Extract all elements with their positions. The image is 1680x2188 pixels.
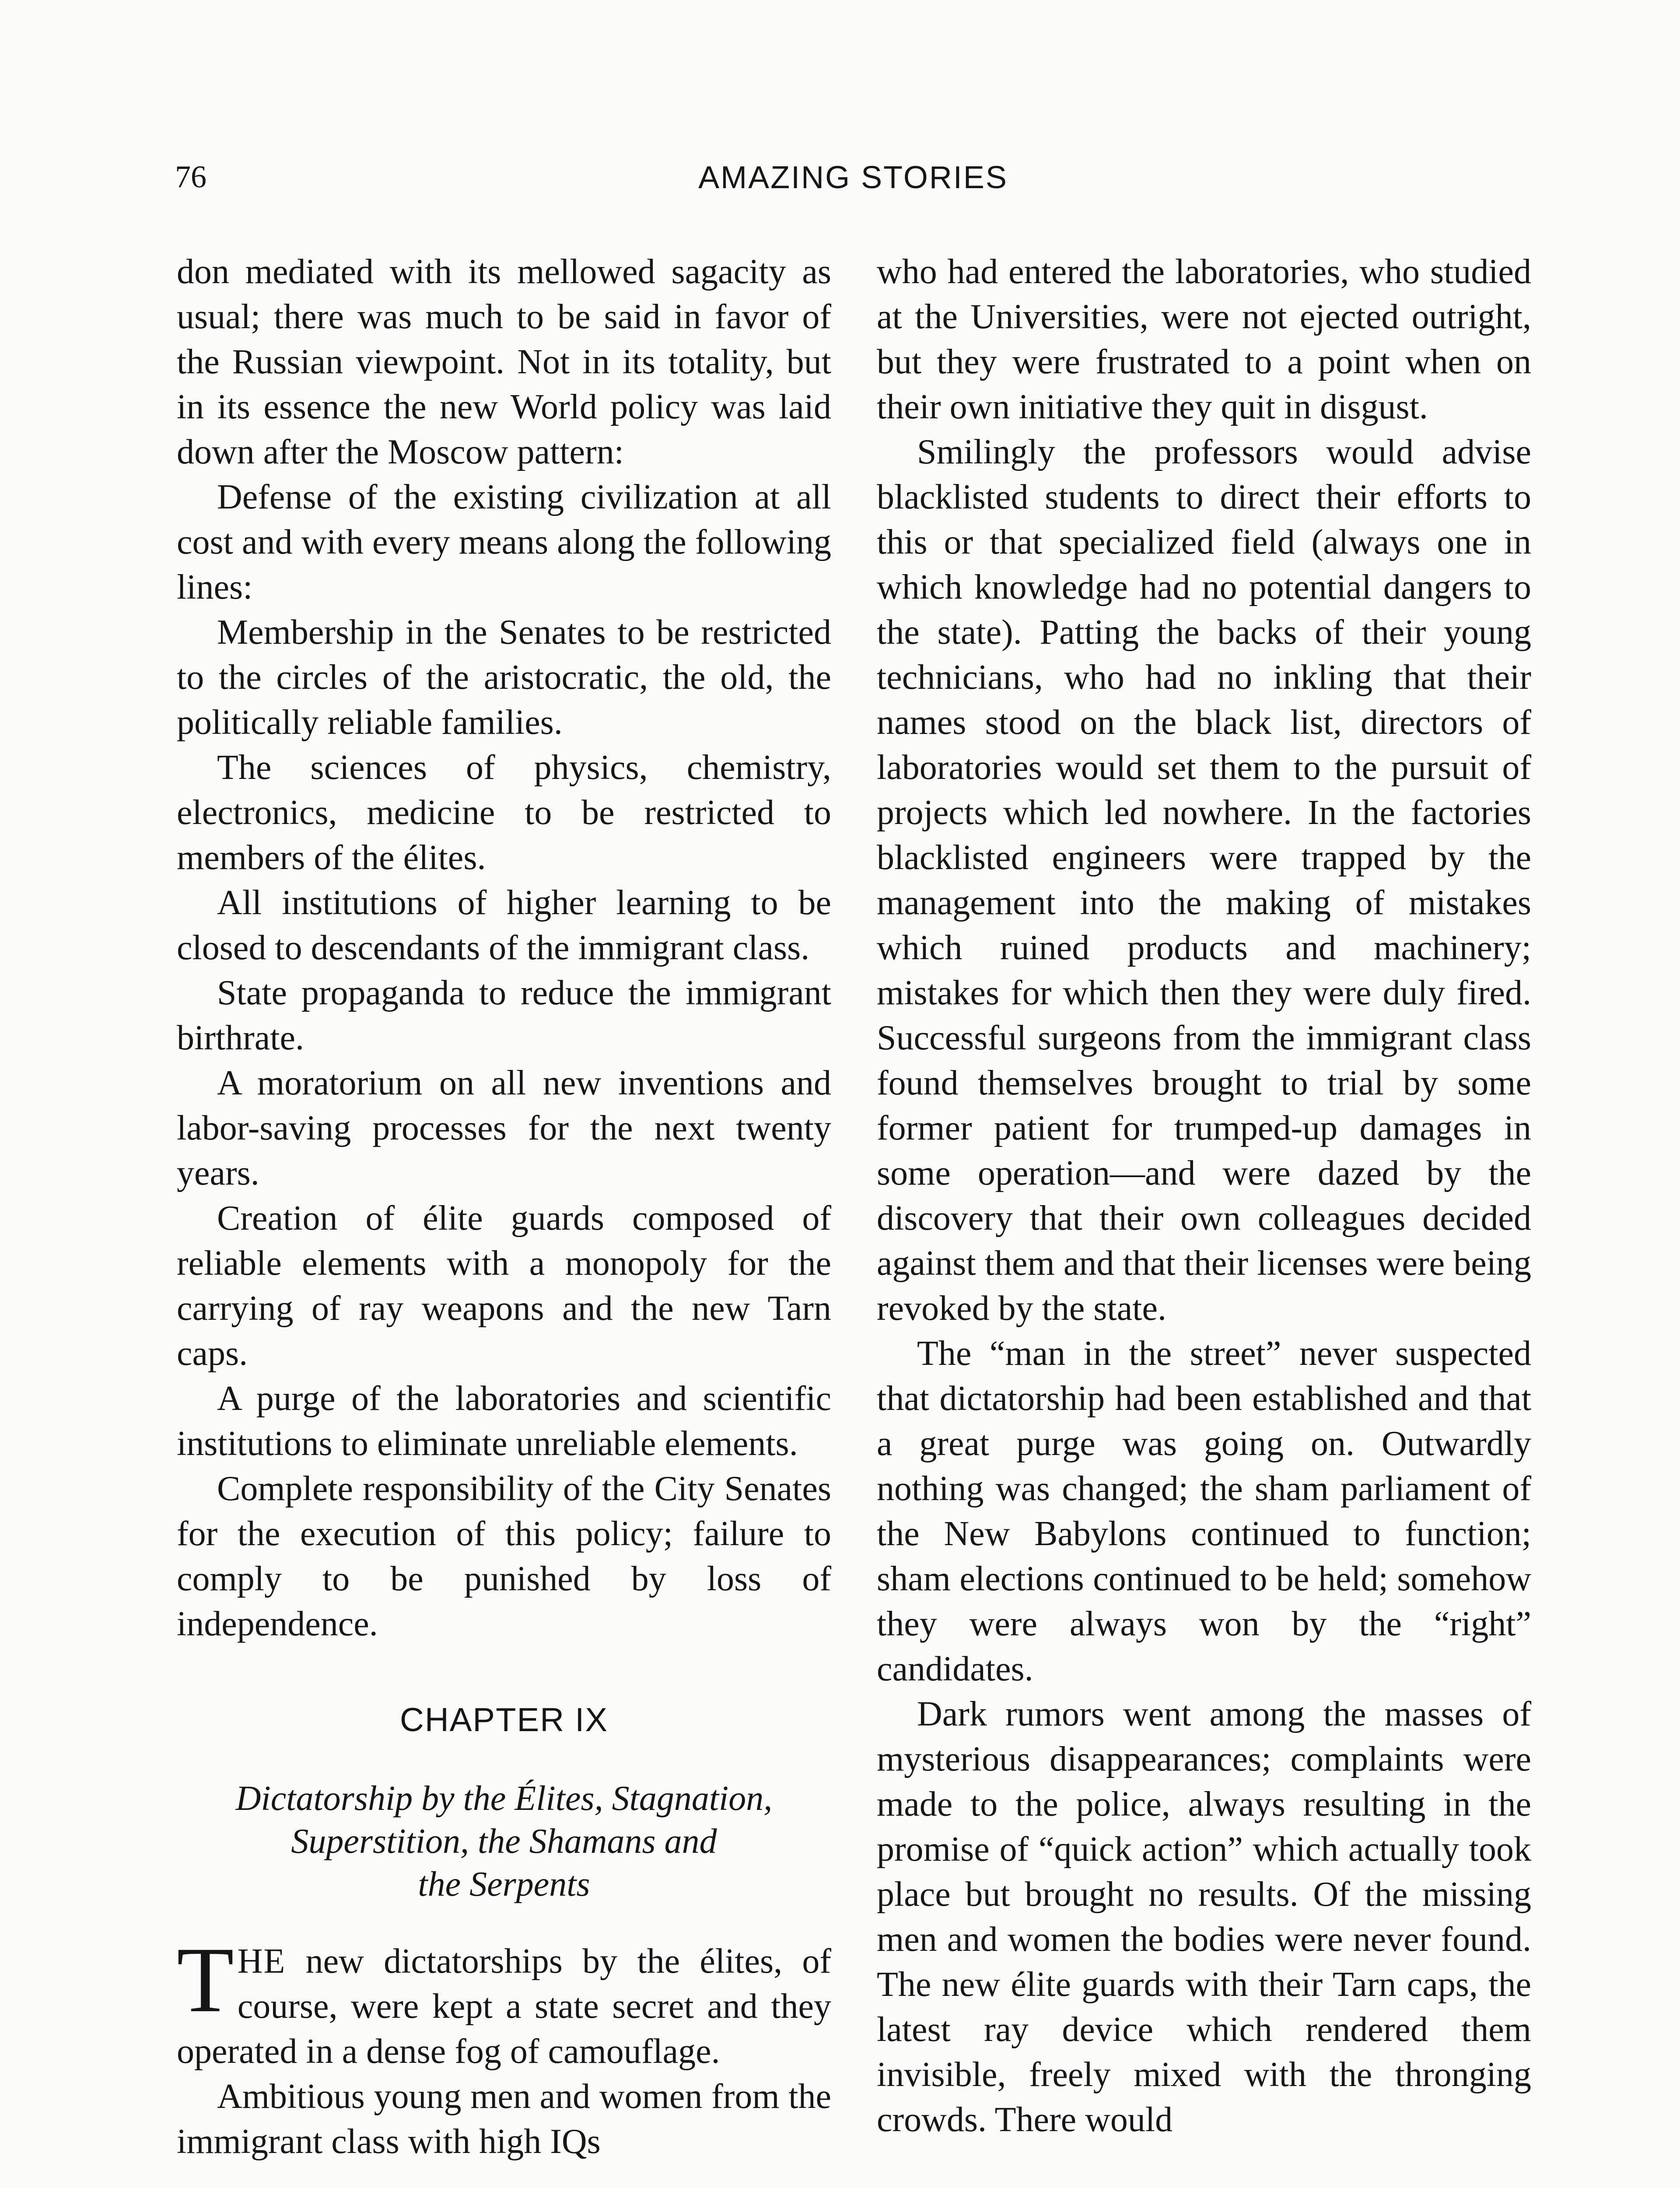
chapter-subtitle <box>177 1777 831 1906</box>
opening-text: new dictatorships by the élites, of course, were kept a state secret and they operated in a dense fog of camouflage. <box>177 1942 831 2071</box>
paragraph: who had entered the laboratories, who studied at the Universities, were not ejected outright, but they were frustrated to a point when on their own initiative they quit in disgust. <box>877 252 1531 426</box>
chapter-opening <box>177 1928 831 2164</box>
paragraph: Defense of the existing civilization at all cost and with every means along the following lines: <box>177 478 831 607</box>
paragraph: A purge of the laboratories and scientific institutions to eliminate unreliable elements. <box>177 1379 831 1463</box>
paragraph: A moratorium on all new inventions and labor-saving processes for the next twenty years. <box>177 1064 831 1192</box>
paragraph: don mediated with its mellowed sagacity as usual; there was much to be said in favor of the Russian viewpoint. Not in its totality, but in its essence the new World policy was laid down after the Moscow pattern: <box>177 252 831 471</box>
paragraph: The “man in the street” never suspected that dictatorship had been established and that a great purge was going on. Outwardly nothing was changed; the sham parliament of the New Babylons continued to function; sham elections continued to be held; somehow they were always won by the “right” candidates. <box>877 1334 1531 1688</box>
paragraph: Ambitious young men and women from the immigrant class with high IQs <box>177 2077 831 2161</box>
running-head: AMAZING STORIES <box>698 160 1008 195</box>
paragraph: The sciences of physics, chemistry, electronics, medicine to be restricted to members of the élites. <box>177 748 831 877</box>
opening-word-rest: HE <box>237 1942 286 1981</box>
paragraph: State propaganda to reduce the immigrant birthrate. <box>177 974 831 1057</box>
opening-paragraph <box>177 1928 831 2074</box>
paragraph: Complete responsibility of the City Senates for the execution of this policy; failure to comply to be punished by loss of independence. <box>177 1469 831 1643</box>
drop-cap: T <box>177 1928 234 2032</box>
paragraph: All institutions of higher learning to be closed to descendants of the immigrant class. <box>177 884 831 967</box>
chapter-subtitle-line: Dictatorship by the Élites, Stagnation, <box>235 1779 773 1818</box>
paragraph: Membership in the Senates to be restricted to the circles of the aristocratic, the old, the politically reliable families. <box>177 613 831 742</box>
page-number: 76 <box>175 159 206 194</box>
paragraph: Dark rumors went among the masses of mysterious disappearances; complaints were made to the police, always resulting in the promise of “quick action” which actually took place but brought no results. Of the missing men and women the bodies were never found. The new élite guards with their Tarn caps, the latest ray device which rendered them invisible, freely mixed with the thronging crowds. There would <box>877 1695 1531 2139</box>
chapter-subtitle-line: the Serpents <box>418 1865 590 1904</box>
paragraph: Creation of élite guards composed of reliable elements with a monopoly for the carrying of ray weapons and the new Tarn caps. <box>177 1199 831 1373</box>
left-column <box>177 249 831 2164</box>
chapter-heading: CHAPTER IX <box>399 1701 609 1739</box>
paragraph: Smilingly the professors would advise blacklisted students to direct their efforts to this or that specialized field (always one in which knowledge had no potential dangers to the state). Patting the backs of their young technicians, who had no inkling that their names stood on the black list, directors of laboratories would set them to the pursuit of projects which led nowhere. In the factories blacklisted engineers were trapped by the management into the making of mistakes which ruined products and machinery; mistakes for which then they were duly fired. Successful surgeons from the immigrant class found themselves brought to trial by some former patient for trumped-up damages in some operation—and were dazed by the discovery that their own colleagues decided against them and that their licenses were being revoked by the state. <box>877 433 1531 1328</box>
right-column <box>877 249 1531 2142</box>
chapter-subtitle-line: Superstition, the Shamans and <box>291 1822 717 1861</box>
